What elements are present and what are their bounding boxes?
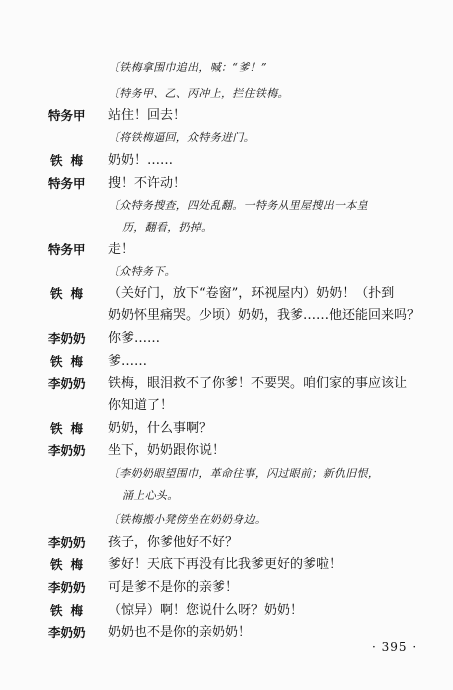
dialogue-text: 可是爹不是你的亲爹！ — [108, 580, 239, 595]
dialogue-continuation-text: 奶奶怀里痛哭。少顷）奶奶，我爹……他还能回来吗？ — [108, 308, 421, 323]
dialogue-text: 铁梅，眼泪救不了你爹！不要哭。咱们家的事应该让 — [108, 376, 408, 391]
stage-direction-text: 〔众特务搜查，四处乱翻。一特务从里屋搜出一本皇 — [108, 199, 368, 212]
dialogue-text: 奶奶！…… — [108, 153, 174, 168]
stage-direction-text: 历，翻看，扔掉。 — [122, 221, 213, 234]
speaker-name: 特务甲 — [48, 108, 86, 123]
speaker-name: 李奶奶 — [48, 625, 86, 640]
dialogue-text: 站住！回去！ — [108, 108, 187, 123]
speaker-name: 李奶奶 — [48, 443, 86, 458]
stage-direction-text: 〔铁梅搬小凳傍坐在奶奶身边。 — [108, 513, 267, 526]
dialogue-text: 爹…… — [108, 354, 148, 369]
dialogue-text: （惊异）啊！您说什么呀？奶奶！ — [108, 603, 304, 618]
stage-direction-text: 〔将铁梅逼回，众特务进门。 — [108, 131, 255, 144]
stage-direction-text: 涌上心头。 — [122, 489, 179, 502]
page-number: · 395 · — [372, 640, 418, 654]
speaker-name: 铁梅 — [50, 421, 92, 436]
speaker-name: 李奶奶 — [48, 535, 86, 550]
speaker-name: 李奶奶 — [48, 331, 86, 346]
dialogue-text: 走！ — [108, 242, 135, 257]
dialogue-text: 孩子，你爹他好不好？ — [108, 535, 239, 550]
speaker-name: 铁梅 — [50, 557, 92, 572]
dialogue-text: 搜！不许动！ — [108, 176, 187, 191]
speaker-name: 特务甲 — [48, 176, 86, 191]
dialogue-text: （关好门，放下“卷窗”，环视屋内）奶奶！（扑到 — [108, 286, 395, 301]
dialogue-continuation-text: 你知道了！ — [108, 398, 174, 413]
stage-direction-text: 〔李奶奶眼望围巾，革命往事，闪过眼前；新仇旧恨， — [108, 467, 380, 480]
dialogue-text: 奶奶也不是你的亲奶奶！ — [108, 625, 252, 640]
stage-direction-text: 〔众特务下。 — [108, 265, 176, 278]
dialogue-text: 坐下，奶奶跟你说！ — [108, 443, 226, 458]
stage-direction-text: 〔特务甲、乙、丙冲上，拦住铁梅。 — [108, 87, 289, 100]
speaker-name: 铁梅 — [50, 153, 92, 168]
dialogue-text: 你爹…… — [108, 331, 161, 346]
stage-direction-text: 〔铁梅拿围巾追出，喊：“爹！” — [108, 61, 267, 74]
dialogue-text: 爹好！天底下再没有比我爹更好的爹啦！ — [108, 557, 343, 572]
dialogue-text: 奶奶，什么事啊？ — [108, 421, 213, 436]
speaker-name: 铁梅 — [50, 354, 92, 369]
speaker-name: 特务甲 — [48, 242, 86, 257]
speaker-name: 铁梅 — [50, 603, 92, 618]
speaker-name: 李奶奶 — [48, 376, 86, 391]
speaker-name: 李奶奶 — [48, 580, 86, 595]
speaker-name: 铁梅 — [50, 286, 92, 301]
